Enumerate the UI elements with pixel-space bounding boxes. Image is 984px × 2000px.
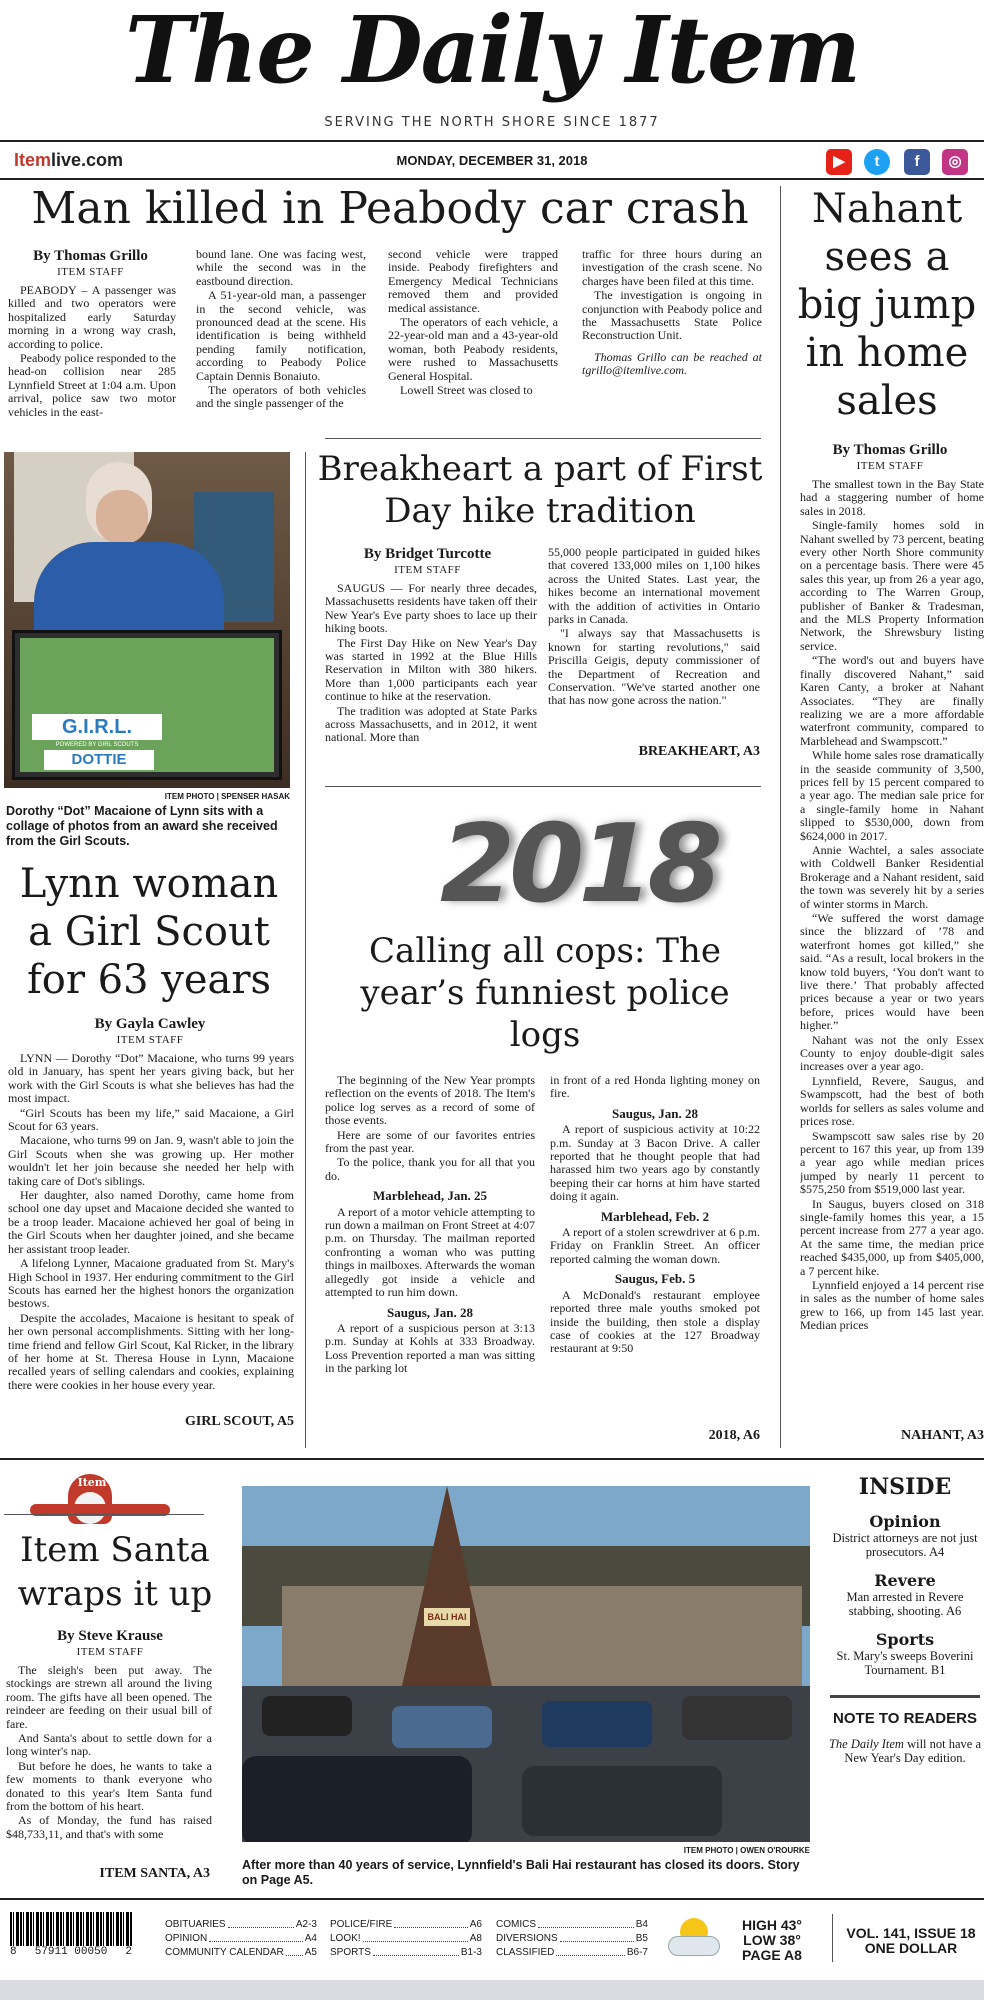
breakheart-col-1: SAUGUS — For nearly three decades, Massachusetts residents have taken off their New Year's Eve party shoes to lace up their hiking boots. The First Day Hike on New Year's Day was started in 1992 at the Blue Hills Reservation in Milton with 380 hikers. More than 1,000 participants each year continue to hike at the reservation. The tradition was adopted at State Parks across Massachusetts, and in 2012, it went national. More than <box>325 582 537 745</box>
divider <box>832 1914 833 1962</box>
year-graphic: 2018 <box>440 802 717 927</box>
breakheart-headline: Breakheart a part of First Day hike tradition <box>317 449 763 531</box>
newspaper-title: The Daily Item <box>124 0 860 104</box>
index-col-1: OBITUARIES A2-3 OPINION A4 COMMUNITY CALENDAR A5 <box>165 1919 317 1958</box>
section-divider <box>0 1458 984 1460</box>
girl-scout-photo: G.I.R.L. POWERED BY GIRL SCOUTS DOTTIE <box>4 452 290 788</box>
cops-jump: 2018, A6 <box>708 1428 760 1443</box>
nahant-jump: NAHANT, A3 <box>901 1428 984 1443</box>
divider <box>325 438 761 439</box>
crash-col-1: PEABODY – A passenger was killed and two operators were hospitalized early Saturday morning in a wrong way crash, according to police. Peabody police responded to the head-on collision near 285 Lynnfield Street at 1:04 a.m. Upon arrival, police saw two motor vehicles in the east- <box>8 284 176 419</box>
breakheart-jump: BREAKHEART, A3 <box>638 744 760 759</box>
youtube-icon[interactable]: ▶ <box>826 149 852 175</box>
photo-caption: After more than 40 years of service, Lynnfield's Bali Hai restaurant has closed its doors. Story on Page A5. <box>242 1858 800 1887</box>
bali-hai-photo: BALI HAI <box>242 1486 810 1842</box>
divider <box>325 786 761 787</box>
photo-credit: ITEM PHOTO | OWEN O'ROURKE <box>683 1846 810 1855</box>
site-link[interactable]: Itemlive.com <box>14 150 124 170</box>
inside-revere-label[interactable]: Revere <box>874 1571 936 1590</box>
column-rule <box>305 452 306 1448</box>
santa-jump: ITEM SANTA, A3 <box>99 1866 210 1881</box>
masthead <box>0 0 984 140</box>
nahant-headline: Nahant sees a big jump in home sales <box>797 186 977 424</box>
footer-rule <box>0 1898 984 1900</box>
volume-info: VOL. 141, ISSUE 18 ONE DOLLAR <box>846 1925 976 1956</box>
inside-opinion-label[interactable]: Opinion <box>869 1512 941 1531</box>
issue-date: MONDAY, DECEMBER 31, 2018 <box>396 153 588 168</box>
breakheart-byline: By Bridget Turcotte ITEM STAFF <box>363 546 492 576</box>
note-text: The Daily Item will not have a New Year's Day edition. <box>828 1737 982 1765</box>
santa-byline: By Steve Krause ITEM STAFF <box>57 1628 163 1658</box>
masthead-tagline: SERVING THE NORTH SHORE SINCE 1877 <box>324 115 660 130</box>
crash-headline: Man killed in Peabody car crash <box>31 183 749 234</box>
crash-byline: By Thomas Grillo ITEM STAFF <box>33 248 148 278</box>
index-col-3: COMICS B4 DIVERSIONS B5 CLASSIFIED B6-7 <box>496 1919 648 1958</box>
divider <box>4 1514 204 1515</box>
crash-col-4: traffic for three hours during an investigation of the crash scene. No charges have been filed at this time. The investigation is ongoing in conjunction with Peabody police and the Massachusetts State Police Reconstruction Unit. Thomas Grillo can be reached at tgrillo@itemlive.com. <box>582 248 762 378</box>
crash-col-2: bound lane. One was facing west, while the second was in the eastbound direction. A 51-year-old man, a passenger in the second vehicle, was pronounced dead at the scene. His identification is being withheld pending family notification, according to Peabody Police Captain Dennis Bonaiuto. The operators of both vehicles and the single passenger of the <box>196 248 366 411</box>
inside-title: INSIDE <box>858 1474 952 1500</box>
crash-col-3: second vehicle were trapped inside. Peabody firefighters and Emergency Medical Technicians removed them and provided medical assistance. The operators of each vehicle, a 22-year-old man and a 43-year-old woman, both Peabody residents, were rushed to Massachusetts General Hospital. Lowell Street was closed to <box>388 248 558 398</box>
twitter-icon[interactable]: t <box>864 149 890 175</box>
photo-caption: Dorothy “Dot” Macaione of Lynn sits with a collage of photos from an award she received from the Girl Scouts. <box>6 804 278 848</box>
facebook-icon[interactable]: f <box>904 149 930 175</box>
cops-col-2: in front of a red Honda lighting money on fire. Saugus, Jan. 28 A report of suspicious activity at 10:22 p.m. Sunday at 3 Bacon Drive. A caller reported that he thought people that had harassed him two years ago by constantly beeping their car horns at him have started doing it again. Marblehead, Feb. 2 A report of a stolen screwdriver at 6 p.m. Friday on Franklin Street. An officer reported calming the woman down. Saugus, Feb. 5 A McDonald's restaurant employee reported three male youths smoked pot inside the building, then stole a display case of cookies at the 127 Broadway restaurant at 9:50 <box>550 1074 760 1356</box>
note-title: NOTE TO READERS <box>833 1710 977 1727</box>
instagram-icon[interactable]: ◎ <box>942 149 968 175</box>
santa-body: The sleigh's been put away. The stockings are strewn all around the living room. The gifts have all been opened. The reindeer are feeding on their usual bill of fare. And Santa's about to settle down for a long winter's nap. But before he does, he wants to take a few moments to thank everyone who donated to this year's Item Santa fund from the bottom of his heart. As of Monday, the fund has raised $48,733,11, and that's with some <box>6 1664 212 1841</box>
index-col-2: POLICE/FIRE A6 LOOK! A8 SPORTS B1-3 <box>330 1919 482 1958</box>
nahant-byline: By Thomas Grillo ITEM STAFF <box>832 442 948 472</box>
inside-sports-label[interactable]: Sports <box>875 1630 935 1649</box>
partly-cloudy-icon <box>664 1916 724 1960</box>
santa-headline: Item Santa wraps it up <box>17 1530 213 1614</box>
santa-logo: Item <box>30 1474 170 1524</box>
scout-byline: By Gayla Cawley ITEM STAFF <box>94 1016 206 1046</box>
inside-box: INSIDE Opinion District attorneys are not just prosecutors. A4 Revere Man arrested in Revere stabbing, shooting. A6 Sports St. Mary's sweeps Boverini Tournament. B1 NOTE TO READERS The Daily Item will not have a New Year's Day edition. <box>826 1474 984 1882</box>
nahant-body: The smallest town in the Bay State had a staggering number of home sales in 2018. Single-family homes sold in Nahant swelled by 73 percent, beating every other North Shore community on a percentage basis. There were 45 sales this year, up from 26 a year ago, according to The Warren Group, publisher of Banker & Tradesman, and the MLS Property Information Network, the Shrewsbury listing service. “The word's out and buyers have finally discovered Nahant,” said Karen Canty, a broker at Nahant Associates. “They are finally realizing we are a more affordable waterfront community, compared to Marblehead and Swampscott.” While home sales rose dramatically in the seaside community of 3,500, prices fell by 15 percent compared to a year ago. The median sale price for a single-family home in Nahant slipped to $530,000, down from $624,000 in 2017. Annie Wachtel, a sales associate with Coldwell Banker Residential Brokerage and a Nahant resident, said the town was severely hit by a series of winter storms in March. “We suffered the worst damage since the blizzard of ’78 and waterfront homes got killed,” she said. “As a result, local brokers in the know told buyers, ‘You don't want to live there.’ That probably affected prices because a year or two years before, prices would have been higher.” Nahant was not the only Essex County to enjoy double-digit sales increases over a year ago. Lynnfield, Revere, Saugus, and Swampscott, had the best of both worlds for sellers as sales volume and prices rose. Swampscott saw sales rise by 20 percent to 167 this year, up from 139 a year ago while median prices jumped by nearly 11 percent to $575,250 from $519,000 last year. In Saugus, buyers closed on 318 single-family homes this year, a 15 percent increase from 277 a year ago. At the same time, the median price reached $435,000, up from $405,000, a 7 percent hike. Lynnfield enjoyed a 14 percent rise in sales as the number of home sales grew to 166, up from 145 last year. Median prices <box>800 478 984 1333</box>
cops-headline: Calling all cops: The year’s funniest police logs <box>360 931 730 1055</box>
photo-credit: ITEM PHOTO | SPENSER HASAK <box>164 792 290 801</box>
column-rule <box>780 186 781 1448</box>
scout-jump: GIRL SCOUT, A5 <box>184 1414 294 1429</box>
barcode: 8 57911 00050 2 <box>10 1912 132 1964</box>
bottom-bar <box>0 1980 984 2000</box>
cops-col-1: The beginning of the New Year prompts reflection on the events of 2018. The Item's police log serves as a record of some of those events. Here are some of our favorites entries from the past year. To the police, thank you for all that you do. Marblehead, Jan. 25 A report of a motor vehicle attempting to run down a mailman on Front Street at 4:07 p.m. on Thursday. The mailman reported confronting a woman who was putting things in mailboxes. Afterwards the woman allegedly got inside a vehicle and attempted to run him down. Saugus, Jan. 28 A report of a suspicious person at 3:13 p.m. Sunday at Kohls at 333 Broadway. Loss Prevention reported a man was sitting in the parking lot <box>325 1074 535 1376</box>
weather-text: HIGH 43° LOW 38° PAGE A8 <box>741 1917 803 1963</box>
info-bar <box>0 140 984 180</box>
scout-headline: Lynn woman a Girl Scout for 63 years <box>19 861 279 1003</box>
scout-body: LYNN — Dorothy “Dot” Macaione, who turns 99 years old in January, has spent her years giving back, but her work with the Girl Scouts is what she believes has had the most impact. “Girl Scouts has been my life,” said Macaione, a Girl Scout for 63 years. Macaione, who turns 99 on Jan. 9, wasn't able to join the Girl Scouts when she was growing up. Her mother wouldn't let her join because she needed her help with taking care of Dot's siblings. Her daughter, also named Dorothy, came home from school one day upset and Macaione decided she wanted to be a troop leader. Macaione achieved her goal of being in the Girl Scouts when her daughter joined, and she became her assistant troop leader. A lifelong Lynner, Macaione graduated from St. Mary's High School in 1937. Her enduring commitment to the Girl Scouts has earned her the highest honors the organization bestows. Despite the accolades, Macaione is hesitant to speak of her own personal accomplishments. Sitting with her long-time friend and fellow Girl Scout, Kal Ricker, in the library of her home at St. Theresa House in Lynn, Macaione recalled years of selling calendars and cookies, explaining there were cookies in her house every year. <box>8 1052 294 1392</box>
breakheart-col-2: 55,000 people participated in guided hikes that covered 133,000 miles on 1,100 hikes across the United States. Last year, the hikes become an international movement with the addition of activities in Ontario parks in Canada. "I always say that Massachusetts is known for starting revolutions," said Priscilla Geigis, deputy commissioner of the Department of Recreation and Conservation. "We've started another one that has now gone across the nation." <box>548 546 760 708</box>
